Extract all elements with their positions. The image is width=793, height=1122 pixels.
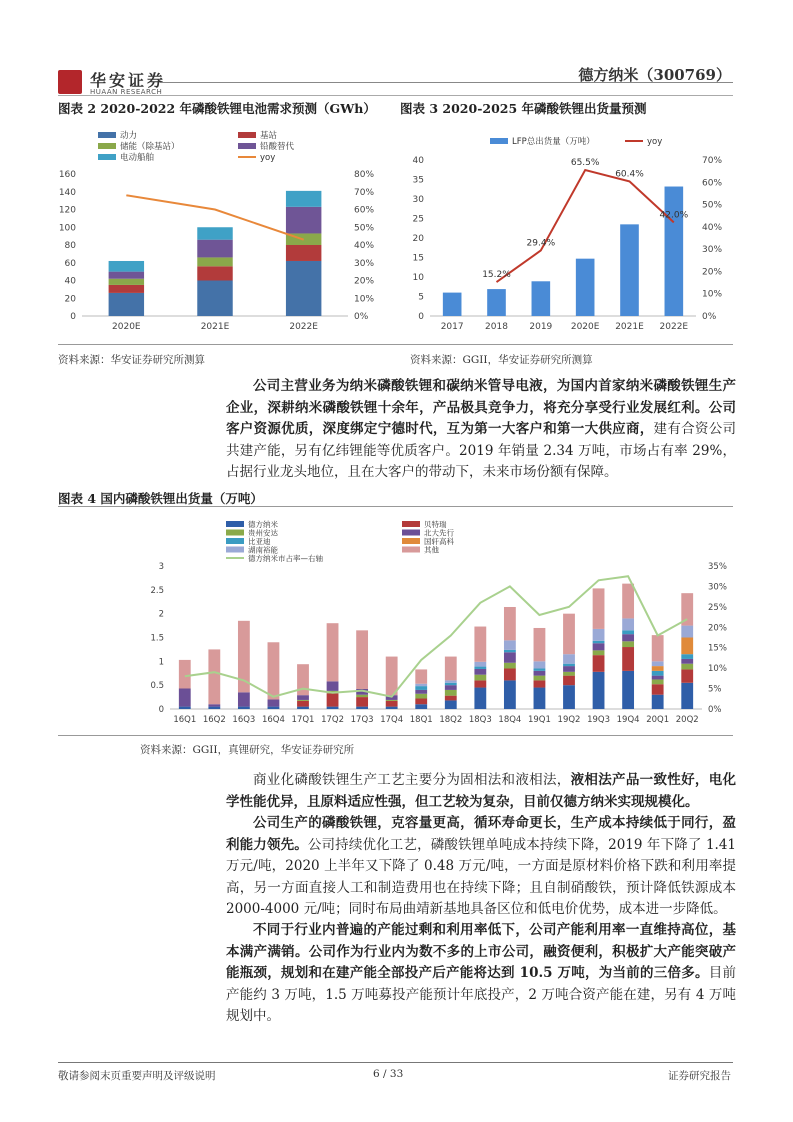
legend-label: 其他: [424, 545, 439, 555]
bar-segment: [593, 641, 605, 643]
bar-segment: [297, 695, 309, 700]
bar-segment: [681, 669, 693, 682]
bar-segment: [415, 690, 427, 694]
bar-segment: [208, 707, 220, 709]
bar-segment: [445, 680, 457, 682]
y-tick-label: 5: [418, 292, 424, 303]
legend-label: 基站: [260, 131, 278, 141]
bar-segment: [681, 664, 693, 670]
bar-segment: [534, 680, 546, 687]
legend-swatch: [98, 154, 116, 160]
y-tick-label: 140: [58, 187, 76, 198]
y2-tick-label: 20%: [708, 623, 727, 634]
y2-tick-label: 5%: [708, 684, 722, 695]
paragraph-1: [226, 376, 736, 484]
bar-segment: [474, 627, 486, 662]
bar-segment: [238, 707, 250, 709]
bar-segment: [593, 643, 605, 650]
y-tick-label: 15: [412, 253, 424, 264]
bar-segment: [504, 652, 516, 662]
x-tick-label: 18Q1: [409, 715, 433, 725]
bar-segment: [197, 240, 232, 258]
legend-label: 德方纳米: [248, 520, 278, 529]
bar-segment: [534, 688, 546, 709]
legend-label: yoy: [647, 137, 663, 147]
bar-segment: [504, 668, 516, 680]
paragraph-3-bold: 公司生产的磷酸铁锂，克容量更高，循环寿命更长，生产成本持续低于同行，盈利能力领先。: [226, 815, 736, 853]
legend-swatch: [402, 521, 420, 527]
fig2-chart: [58, 118, 388, 342]
paragraph-3: [226, 813, 736, 921]
bar-segment: [563, 685, 575, 709]
y-tick-label: 1.5: [150, 633, 164, 644]
y2-tick-label: 30%: [702, 245, 723, 256]
bar-segment: [593, 629, 605, 641]
bar-segment: [622, 641, 634, 647]
bar-segment: [445, 696, 457, 701]
bar-segment: [208, 649, 220, 704]
y-tick-label: 3: [158, 562, 164, 572]
bar-segment: [286, 207, 321, 234]
y-tick-label: 0.5: [150, 681, 164, 692]
legend-label: 德方纳米市占率—右轴: [248, 554, 323, 563]
paragraph-3-text: 公司持续优化工艺，磷酸铁锂单吨成本持续下降，2019 年下降了 1.41 万元/吨，2020 上半年又下降了 0.48 万元/吨，一方面是原材料价格下跌和利用率提高，另一方面直接人工和制造费用也在持续下降；且自制硝酸铁，预计降低铁源成本 2000-4000 元/吨；同时布局曲靖新基地具备区位和低电价优势，成本进一步降低。: [226, 836, 737, 917]
bar-segment: [197, 281, 232, 317]
x-tick-label: 17Q1: [291, 715, 315, 725]
y-tick-label: 1: [158, 657, 164, 668]
bar-segment: [386, 657, 398, 696]
bar-segment: [415, 686, 427, 690]
bar-segment: [297, 701, 309, 707]
bar-segment: [681, 654, 693, 659]
legend-label: 北大先行: [424, 528, 454, 538]
legend-swatch: [402, 538, 420, 544]
bar-segment: [327, 707, 339, 709]
bar-segment: [327, 693, 339, 706]
x-tick-label: 17Q4: [380, 715, 404, 725]
y-tick-label: 2: [158, 609, 164, 620]
bar-segment: [286, 191, 321, 207]
fig3-source: 资料来源：GGII，华安证券研究所测算: [410, 354, 593, 366]
legend-label: 国轩高科: [424, 537, 454, 546]
paragraph-4-text: 目前产能约 3 万吨，1.5 万吨募投产能预计年底投产，2 万吨合资产能在建，另有 4 万吨规划中。: [226, 965, 736, 1024]
x-tick-label: 19Q2: [557, 715, 581, 725]
bar-segment: [563, 672, 575, 676]
bar-segment: [268, 699, 280, 706]
bar-segment: [652, 666, 664, 671]
line-data-label: 42.0%: [659, 210, 689, 221]
legend-swatch: [226, 547, 244, 553]
bar-segment: [109, 261, 144, 272]
y-tick-label: 100: [58, 223, 76, 234]
bar-segment: [504, 650, 516, 652]
bar-segment: [356, 707, 368, 709]
bar-segment: [563, 676, 575, 686]
bar-segment: [356, 697, 368, 707]
x-tick-label: 2022E: [659, 322, 689, 332]
legend-swatch: [226, 521, 244, 527]
legend-swatch: [402, 530, 420, 536]
y2-tick-label: 0%: [708, 705, 722, 715]
bar-segment: [286, 261, 321, 316]
x-tick-label: 19Q4: [616, 715, 640, 725]
x-tick-label: 2018: [485, 322, 508, 332]
bar-segment: [622, 671, 634, 709]
bar-segment: [681, 626, 693, 638]
y-tick-label: 10: [412, 273, 424, 283]
y-tick-label: 2.5: [150, 585, 164, 596]
line-data-label: 60.4%: [615, 169, 644, 180]
fig3-chart: [400, 118, 735, 342]
header-divider-lower: [58, 95, 733, 96]
logo-text: 华安证券: [90, 71, 167, 90]
bar-segment: [620, 224, 639, 316]
divider: [58, 506, 733, 507]
x-tick-label: 2020E: [112, 322, 141, 332]
fig4-title: 图表 4 国内磷酸铁锂出货量（万吨）: [58, 491, 263, 506]
y-tick-label: 20: [412, 234, 424, 244]
legend-label: 湖南裕能: [248, 545, 278, 555]
paragraph-4: [226, 920, 736, 1028]
bar-segment: [474, 662, 486, 667]
bar-segment: [474, 688, 486, 709]
bar-segment: [445, 690, 457, 696]
y2-tick-label: 10%: [354, 294, 375, 305]
bar-segment: [238, 692, 250, 706]
bar-segment: [576, 259, 595, 316]
legend-swatch: [238, 143, 256, 149]
divider: [58, 344, 733, 345]
x-tick-label: 2022E: [289, 322, 318, 332]
bar-segment: [445, 657, 457, 681]
y-tick-label: 60: [64, 258, 76, 269]
paragraph-1-text: 建有合资公司共建产能，另有亿纬锂能等优质客户。2019 年销量 2.34 万吨，市场占有率 29%，占据行业龙头地位，且在大客户的带动下，未来市场份额有保障。: [226, 421, 737, 480]
y-tick-label: 40: [64, 276, 76, 287]
paragraph-2: [226, 770, 736, 813]
bar-segment: [504, 663, 516, 669]
bar-segment: [532, 281, 551, 316]
bar-segment: [197, 227, 232, 239]
bar-segment: [534, 628, 546, 661]
legend-label: 贝特瑞: [424, 520, 447, 529]
x-tick-label: 18Q3: [468, 715, 492, 725]
y2-tick-label: 10%: [702, 289, 723, 300]
bar-segment: [622, 618, 634, 630]
y2-tick-label: 30%: [708, 582, 727, 593]
bar-segment: [504, 680, 516, 709]
bar-segment: [445, 685, 457, 690]
bar-segment: [563, 654, 575, 664]
footer-report-type: 证券研究报告: [668, 1070, 731, 1082]
x-tick-label: 18Q2: [439, 715, 463, 725]
legend-label: yoy: [260, 153, 276, 163]
bar-segment: [415, 694, 427, 699]
bar-segment: [109, 272, 144, 279]
x-tick-label: 16Q3: [232, 715, 256, 725]
y-tick-label: 0: [418, 312, 424, 322]
logo-subtext: HUAAN RESEARCH: [90, 88, 163, 96]
bar-segment: [652, 679, 664, 684]
series-line: [185, 576, 687, 697]
bar-segment: [534, 661, 546, 668]
footer-divider: [58, 1062, 733, 1063]
bar-segment: [563, 666, 575, 672]
x-tick-label: 2019: [529, 322, 553, 332]
bar-segment: [109, 293, 144, 316]
line-data-label: 15.2%: [482, 270, 511, 281]
bar-segment: [504, 607, 516, 640]
y2-tick-label: 60%: [702, 178, 723, 189]
bar-segment: [356, 695, 368, 697]
logo-icon: [58, 70, 82, 94]
bar-segment: [474, 680, 486, 687]
bar-segment: [563, 614, 575, 655]
y2-tick-label: 80%: [354, 170, 375, 180]
bar-segment: [665, 187, 684, 316]
bar-segment: [652, 695, 664, 709]
x-tick-label: 2017: [440, 322, 464, 332]
bar-segment: [681, 659, 693, 664]
bar-segment: [474, 669, 486, 675]
x-tick-label: 19Q3: [587, 715, 611, 725]
bar-segment: [474, 667, 486, 669]
legend-swatch: [98, 132, 116, 138]
legend-swatch: [98, 143, 116, 149]
x-tick-label: 2020E: [570, 322, 600, 332]
y-tick-label: 20: [64, 294, 76, 305]
line-data-label: 65.5%: [570, 158, 600, 169]
y2-tick-label: 10%: [708, 664, 727, 675]
paragraph-4-bold: 不同于行业内普遍的产能过剩和利用率低下，公司产能利用率一直维持高位，基本满产满销。公司作为行业内为数不多的上市公司，融资便利，积极扩大产能突破产能瓶颈，规划和在建产能全部投产后产能将达到 10.5 万吨，为当前的三倍多。: [226, 922, 736, 981]
legend-swatch: [402, 547, 420, 553]
bar-segment: [474, 675, 486, 681]
bar-segment: [197, 257, 232, 266]
fig3-title: 图表 3 2020-2025 年磷酸铁锂出货量预测: [400, 101, 647, 116]
y2-tick-label: 40%: [702, 222, 723, 233]
bar-segment: [652, 684, 664, 694]
bar-segment: [327, 623, 339, 681]
bar-segment: [297, 700, 309, 701]
x-tick-label: 2021E: [615, 322, 644, 332]
y2-tick-label: 50%: [354, 223, 375, 234]
fig4-source: 资料来源：GGII，真锂研究，华安证券研究所: [140, 744, 355, 756]
y2-tick-label: 70%: [702, 156, 723, 166]
y-tick-label: 30: [412, 195, 424, 205]
bar-segment: [652, 671, 664, 676]
fig4-chart: [58, 512, 733, 732]
fig2-source: 资料来源：华安证券研究所测算: [58, 354, 205, 366]
legend-swatch: [490, 138, 508, 144]
bar-segment: [179, 707, 191, 709]
y2-tick-label: 0%: [702, 312, 717, 322]
bar-segment: [652, 635, 664, 661]
bar-segment: [593, 588, 605, 629]
divider: [58, 735, 733, 736]
legend-label: 贵州安达: [248, 528, 278, 538]
bar-segment: [534, 668, 546, 670]
bar-segment: [286, 245, 321, 261]
x-tick-label: 16Q2: [202, 715, 226, 725]
bar-segment: [297, 707, 309, 709]
bar-segment: [268, 707, 280, 709]
y2-tick-label: 70%: [354, 187, 375, 198]
bar-segment: [534, 676, 546, 681]
y-tick-label: 25: [412, 214, 424, 225]
y2-tick-label: 15%: [708, 643, 727, 654]
bar-segment: [415, 684, 427, 686]
bar-segment: [443, 293, 462, 316]
company-name: 德方纳米（300769）: [578, 66, 731, 84]
y-tick-label: 120: [58, 205, 76, 216]
bar-segment: [593, 672, 605, 709]
bar-segment: [197, 266, 232, 280]
y2-tick-label: 30%: [354, 258, 375, 269]
bar-segment: [593, 650, 605, 655]
bar-segment: [415, 699, 427, 705]
legend-swatch: [238, 132, 256, 138]
bar-segment: [386, 707, 398, 709]
bar-segment: [622, 630, 634, 634]
legend-label: LFP总出货量（万吨）: [512, 137, 595, 147]
bar-segment: [208, 704, 220, 706]
line-data-label: 29.4%: [526, 238, 556, 249]
y-tick-label: 0: [70, 312, 76, 322]
paragraph-2-text: 商业化磷酸铁锂生产工艺主要分为固相法和液相法，: [253, 772, 571, 788]
bar-segment: [109, 285, 144, 293]
bar-segment: [681, 638, 693, 655]
bar-segment: [109, 279, 144, 285]
x-tick-label: 16Q4: [261, 715, 285, 725]
bar-segment: [327, 681, 339, 691]
legend-label: 动力: [120, 131, 138, 141]
bar-segment: [268, 642, 280, 699]
y2-tick-label: 0%: [354, 312, 369, 322]
bar-segment: [652, 676, 664, 680]
y2-tick-label: 60%: [354, 205, 375, 216]
bar-segment: [179, 689, 191, 707]
bar-segment: [445, 683, 457, 685]
bar-segment: [386, 700, 398, 701]
y-tick-label: 80: [64, 241, 76, 251]
paragraph-1-bold: 公司主营业务为纳米磷酸铁锂和碳纳米管导电液，为国内首家纳米磷酸铁锂生产企业，深耕纳米磷酸铁锂十余年，产品极具竞争力，将充分享受行业发展红利。公司客户资源优质，深度绑定宁德时代，互为第一大客户和第一大供应商，: [226, 378, 736, 437]
bar-segment: [487, 289, 506, 316]
bar-segment: [652, 661, 664, 666]
x-tick-label: 16Q1: [173, 715, 197, 725]
y2-tick-label: 20%: [702, 267, 723, 278]
x-tick-label: 20Q1: [646, 715, 670, 725]
bar-segment: [622, 634, 634, 641]
x-tick-label: 17Q3: [350, 715, 374, 725]
bar-segment: [445, 700, 457, 709]
footer-disclaimer: 敬请参阅末页重要声明及评级说明: [58, 1070, 216, 1082]
y-tick-label: 160: [58, 170, 76, 180]
x-tick-label: 20Q2: [675, 715, 699, 725]
y2-tick-label: 50%: [702, 200, 723, 211]
bar-segment: [504, 640, 516, 650]
y2-tick-label: 25%: [708, 602, 727, 613]
y2-tick-label: 20%: [354, 276, 375, 287]
y-tick-label: 35: [412, 175, 424, 186]
bar-segment: [593, 655, 605, 672]
x-tick-label: 18Q4: [498, 715, 522, 725]
x-tick-label: 2021E: [200, 322, 230, 332]
bar-segment: [415, 669, 427, 683]
bar-segment: [622, 647, 634, 671]
bar-segment: [386, 701, 398, 707]
bar-segment: [534, 671, 546, 676]
y-tick-label: 0: [158, 705, 164, 715]
bar-segment: [563, 664, 575, 666]
legend-label: 储能（除基站）: [120, 142, 180, 152]
bar-segment: [356, 630, 368, 689]
legend-swatch: [226, 530, 244, 536]
y2-tick-label: 40%: [354, 241, 375, 251]
bar-segment: [415, 704, 427, 709]
y-tick-label: 40: [412, 156, 424, 166]
legend-label: 比亚迪: [248, 537, 271, 546]
x-tick-label: 17Q2: [321, 715, 345, 725]
paragraph-2-bold: 液相法产品一致性好，电化学性能优异，且原料适应性强，但工艺较为复杂，目前仅德方纳米实现规模化。: [226, 772, 737, 810]
legend-swatch: [226, 538, 244, 544]
fig2-title: 图表 2 2020-2022 年磷酸铁锂电池需求预测（GWh）: [58, 101, 376, 116]
page-number: 6 / 33: [373, 1068, 404, 1080]
legend-label: 电动船舶: [120, 153, 155, 163]
legend-label: 铅酸替代: [260, 142, 295, 152]
x-tick-label: 19Q1: [527, 715, 551, 725]
bar-segment: [622, 584, 634, 619]
bar-segment: [179, 660, 191, 689]
bar-segment: [681, 683, 693, 709]
y2-tick-label: 35%: [708, 562, 727, 572]
